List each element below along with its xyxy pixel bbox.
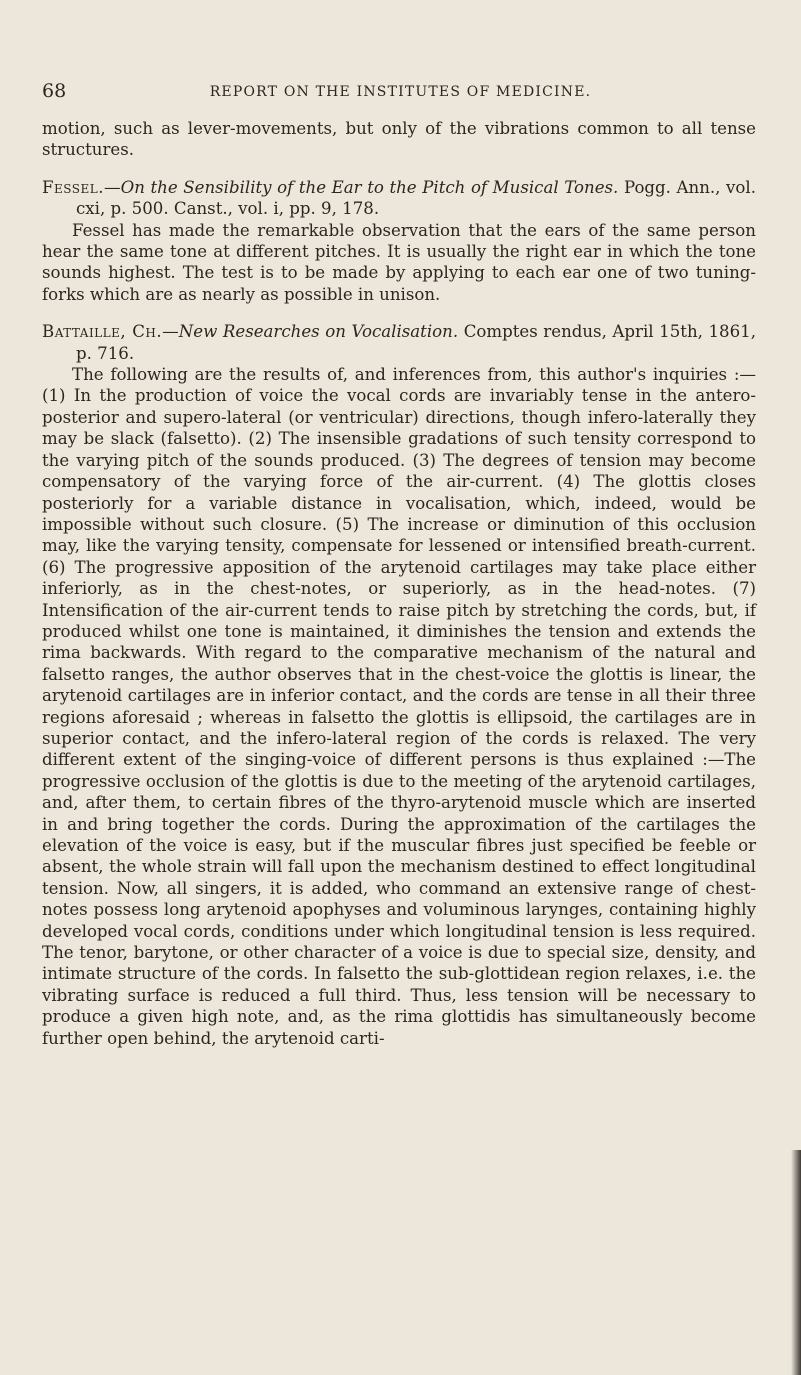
page-edge-shadow [791,1150,801,1375]
entry-body: Fessel has made the remarkable observation that the ears of the same person hear the same tone at different pitches. It is usually the right ear in which the tone sounds highest. The test is to be made by applying to each ear one of two tuning-forks which are as nearly as possible in unison. [42,220,756,304]
entry-author: Battaille, Ch. [42,322,163,342]
running-title: REPORT ON THE INSTITUTES OF MEDICINE. [209,84,592,100]
entry-citation: Battaille, Ch.—New Researches on Vocalisation. Comptes rendus, April 15th, 1861, p. 716. [42,322,756,363]
entry-title: New Researches on Vocalisation. [178,322,459,342]
continued-paragraph: motion, such as lever-movements, but only of the vibrations common to all tense structures. [42,119,756,160]
entry-source: Pogg. Ann., vol. cxi, p. 500. Canst., vol. i, pp. 9, 178. [76,177,757,219]
bibliography-entry-fessel [42,177,756,305]
bibliography-entry-battaille [42,321,756,1049]
page-number: 68 [42,80,67,102]
entry-source: Comptes rendus, April 15th, 1861, p. 716. [76,322,756,363]
entry-title: On the Sensibility of the Ear to the Pitch of Musical Tones. [120,177,619,197]
entry-citation: Fessel.—On the Sensibility of the Ear to the Pitch of Musical Tones. Pogg. Ann., vol. cxi, p. 500. Canst., vol. i, pp. 9, 178. [42,177,757,219]
entry-body: The following are the results of, and inferences from, this author's inquiries :—(1) In the production of voice the vocal cords are invariably tense in the antero-posterior and supero-lateral (or ventricular) directions, though infero-laterally they may be slack (falsetto). (2) The insensible gradations of such tensity correspond to the varying pitch of the sounds produced. (3) The degrees of tension may become compensatory of the varying force of the air-current. (4) The glottis closes posteriorly for a variable distance in vocalisation, which, indeed, would be impossible without such closure. (5) The increase or diminution of this occlusion may, like the varying tensity, compensate for lessened or intensified breath-current. (6) The progressive apposition of the arytenoid cartilages may take place either inferiorly, as in the chest-notes, or superiorly, as in the head-notes. (7) Intensification of the air-current tends to raise pitch by stretching the cords, but, if produced whilst one tone is maintained, it diminishes the tension and extends the rima backwards. With regard to the comparative mechanism of the natural and falsetto ranges, the author observes that in the chest-voice the glottis is linear, the arytenoid cartilages are in inferior contact, and the cords are tense in all their three regions aforesaid ; whereas in falsetto the glottis is ellipsoid, the cartilages are in superior contact, and the infero-lateral region of the cords is relaxed. The very different extent of the singing-voice of different persons is thus explained :—The progressive occlusion of the glottis is due to the meeting of the arytenoid cartilages, and, after them, to certain fibres of the thyro-arytenoid muscle which are inserted in and bring together the cords. During the approximation of the cartilages the elevation of the voice is easy, but if the muscular fibres just specified be feeble or absent, the whole strain will fall upon the mechanism destined to effect longitudinal tension. Now, all singers, it is added, who command an extensive range of chest-notes possess long arytenoid apophyses and voluminous larynges, containing highly developed vocal cords, conditions under which longitudinal tension is less required. The tenor, barytone, or other character of a voice is due to special size, density, and intimate structure of the cords. In falsetto the sub-glottidean region relaxes, i.e. the vibrating surface is reduced a full third. Thus, less tension will be necessary to produce a given high note, and, as the rima glottidis has simultaneously become further open behind, the arytenoid carti- [42,365,756,1048]
page-body [42,118,756,1049]
entry-author: Fessel. [42,177,105,197]
